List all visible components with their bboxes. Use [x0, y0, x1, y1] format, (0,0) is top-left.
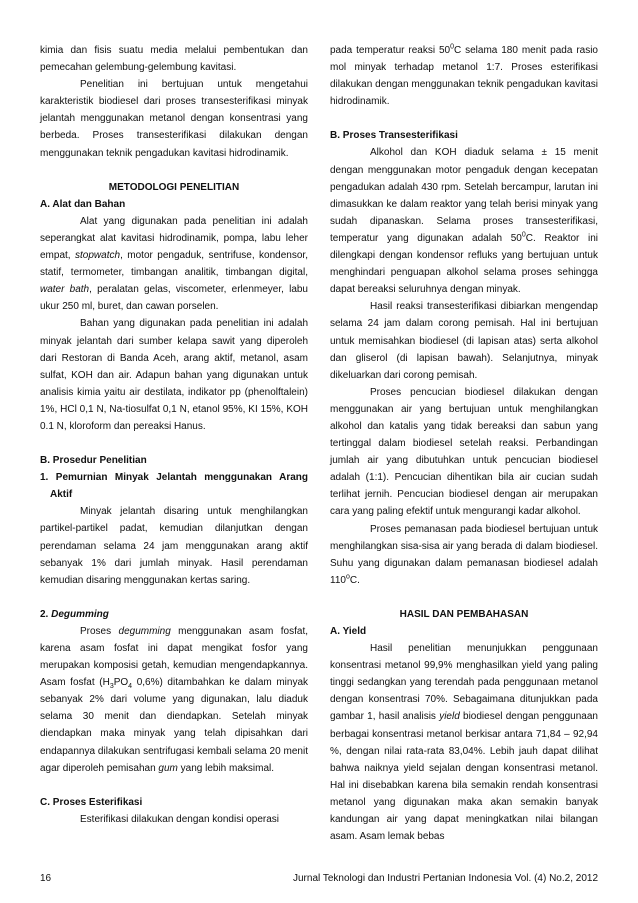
materials-paragraph: Bahan yang digunakan pada penelitian ini adalah minyak jelantah dari sumber kelapa sawit yang diperoleh dari Restoran di Banda Aceh, arang aktif, metanol, asam sulfat, KOH dan air. Adapun bahan yang digunakan untuk analisis kimia yaitu air destilata, indikator pp (phenolftalein) 1%, HCl 0,1 N, Na-tiosulfat 0,1 N, etanol 95%, KI 15%, KOH 0.1 N, kloroform dan pereaksi Hanus. [40, 318, 308, 432]
transesterification-result-paragraph: Hasil reaksi transesterifikasi dibiarkan mengendap selama 24 jam dalam corong pemisah. Hal ini bertujuan untuk memisahkan biodiesel (di lapisan atas) serta alkohol dan gliserol (di lapisan bawah). Selanjutnya, minyak dikeluarkan dari corong pemisah. [330, 301, 598, 381]
tools-paragraph: Alat yang digunakan pada penelitian ini adalah seperangkat alat kavitasi hidrodinamik, pompa, labu leher empat, stopwatch, motor pengaduk, sentrifuse, kondensor, statif, termometer, timbangan analitik, timbangan digital, water bath, peralatan gelas, viscometer, erlenmeyer, labu ukur 250 ml, buret, dan cawan porselen. [40, 215, 308, 313]
yield-paragraph: Hasil penelitian menunjukkan penggunaan konsentrasi metanol 99,9% menghasilkan yield yang paling tinggi sedangkan yang terendah pada penggunaan metanol dengan konsentrasi 70%. Sebagaimana ditunjukkan pada gambar 1, hasil analisis yield biodiesel dengan penggunaan berbagai konsentrasi metanol berkisar antara 71,84 – 92,94 %, dengan nilai rata-rata 83,04%. Lebih jauh dapat dilihat bahwa naiknya yield sejalan dengan konsentrasi metanol. Hal ini disebabkan karena bila semakin rendah konsentrasi metanol yang digunakan maka akan semakin banyak kandungan air yang dapat meningkatkan nilai bilangan asam. Asam lemak bebas [330, 643, 598, 843]
esterification-paragraph-start: Esterifikasi dilakukan dengan kondisi operasi [80, 813, 280, 825]
intro-aim-paragraph: Penelitian ini bertujuan untuk mengetahui karakteristik biodiesel dari proses transesterifikasi minyak jelantah menggunakan metanol dengan konsentrasi yang berbeda. Proses transesterifikasi dilakukan dengan menggunakan teknik pengadukan kavitasi hidrodinamik. [40, 79, 308, 159]
journal-citation: Jurnal Teknologi dan Industri Pertanian Indonesia Vol. (4) No.2, 2012 [292, 873, 598, 884]
page-footer [40, 873, 598, 884]
right-column [330, 42, 598, 845]
washing-paragraph: Proses pencucian biodiesel dilakukan dengan menggunakan air yang bertujuan untuk menghilangkan alkohol dan katalis yang tidak bereaksi dan sabun yang tertinggal dalam biodiesel setelah reaksi. Perbandingan jumlah air yang dibutuhkan untuk pencucian biodiesel adalah (1:1). Pencucian dihentikan bila air cucian sudah terlihat jernih. Pencucian biodiesel dengan air merupakan cara yang paling efektif untuk mengurangi kadar alkohol. [330, 386, 598, 518]
section-heading-methodology: METODOLOGI PENELITIAN [108, 181, 240, 193]
subheading-degumming: 2. Degumming [40, 608, 109, 620]
page-number: 16 [40, 873, 52, 884]
subheading-yield: A. Yield [330, 626, 367, 637]
subheading-procedure: B. Prosedur Penelitian [40, 455, 147, 467]
subheading-purification: 1. Pemurnian Minyak Jelantah menggunakan Arang Aktif [40, 472, 308, 501]
subheading-esterification: C. Proses Esterifikasi [40, 796, 143, 808]
esterification-paragraph-cont: pada temperatur reaksi $50^0C$ selama 180 menit pada rasio mol minyak terhadap metanol 1:7. Proses esterifikasi dilakukan dengan menggunakan teknik pengadukan kavitasi hidrodinamik. [330, 43, 598, 108]
purification-paragraph: Minyak jelantah disaring untuk menghilangkan partikel-partikel padat, kemudian dilanjutkan dengan perendaman selama 24 jam menggunakan arang aktif sebanyak 1% dari jumlah minyak. Hasil perendaman kemudian disaring menggunakan kertas saring. [40, 506, 308, 586]
subheading-transesterification: B. Proses Transesterifikasi [330, 130, 458, 142]
degumming-paragraph: Proses degumming menggunakan asam fosfat, karena asam fosfat ini dapat mengikat fosfor yang merupakan komposisi getah, kemudian mengendapkannya. Asam fosfat ($H_3PO_4$ 0,6%) ditambahkan ke dalam minyak sebanyak 2% dari volume yang digunakan, lalu diaduk selama 30 menit dan diendapkan. Setelah minyak diendapkan maka minyak yang telah dipisahkan dari endapannya dilakukan sentrifugasi kembali selama 20 menit agar diperoleh pemisahan gum yang lebih maksimal. [40, 625, 309, 774]
transesterification-paragraph: Alkohol dan KOH diaduk selama ± 15 menit dengan menggunakan motor pengaduk dengan kecepatan pengadukan adalah 430 rpm. Setelah bercampur, larutan ini dimasukkan ke dalam reaktor yang telah berisi minyak yang sudah dipanaskan. Selama proses transesterifikasi, temperatur yang digunakan adalah $50^0C$. Reaktor ini dilengkapi dengan kondensor refluks yang bertujuan untuk menghindari penguapan alkohol selama proses sehingga dapat bereaksi seluruhnya dengan minyak. [330, 147, 598, 296]
section-heading-results: HASIL DAN PEMBAHASAN [399, 608, 529, 620]
left-column [40, 42, 308, 828]
heating-paragraph: Proses pemanasan pada biodiesel bertujuan untuk menghilangkan sisa-sisa air yang berada di dalam biodiesel. Suhu yang digunakan dalam pemanasan biodiesel adalah 110$^o$C. [330, 523, 598, 586]
intro-continuation: kimia dan fisis suatu media melalui pembentukan dan pemecahan gelembung-gelembung kavitasi. [40, 45, 308, 74]
subheading-tools-materials: A. Alat dan Bahan [40, 198, 126, 210]
